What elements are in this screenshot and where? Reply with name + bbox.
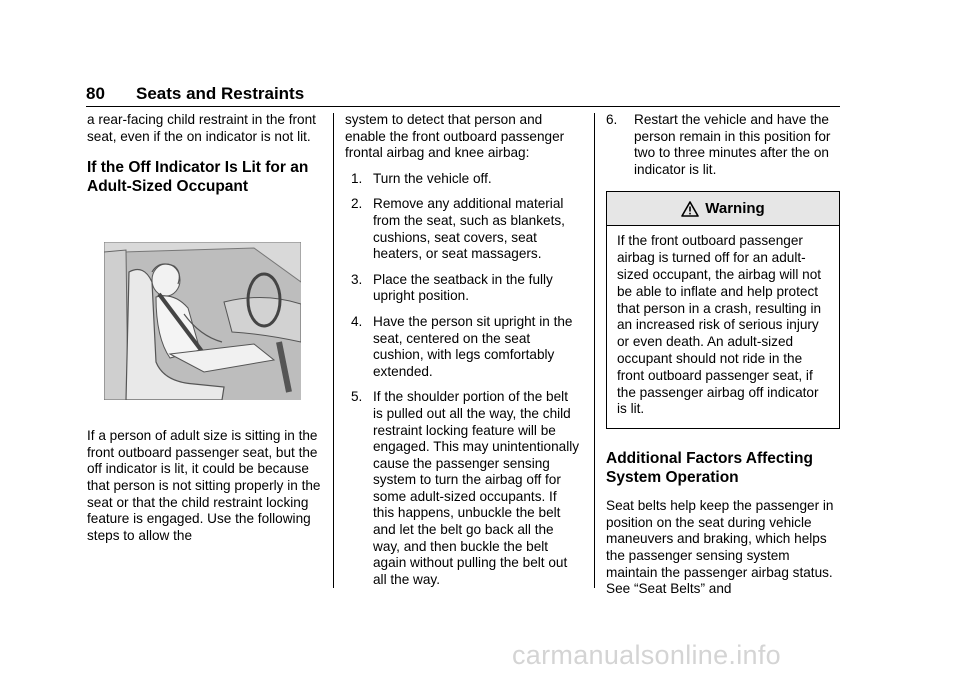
warning-box — [606, 191, 840, 429]
steps-list-continued — [606, 112, 840, 178]
list-item — [345, 272, 581, 305]
step-text: If the shoulder portion of the belt is pulled out all the way, the child restraint locking feature will be engaged. This may unintentionally cause the passenger sensing system to turn the airbag off for some adult-sized occupants. If this happens, unbuckle the belt and let the belt go back all the way, and then buckle the belt again without pulling the belt out all the way. — [373, 389, 580, 587]
page-number: 80 — [86, 84, 105, 103]
column-2 — [345, 112, 581, 588]
step-text: Restart the vehicle and have the person remain in this position for two to three minutes after the on indicator is lit. — [634, 112, 831, 177]
list-item — [606, 112, 840, 178]
warning-title: Warning — [705, 199, 765, 217]
step-number: 3. — [351, 271, 363, 287]
list-item — [345, 314, 581, 380]
warning-triangle-icon — [681, 201, 699, 217]
adult-occupant-seat-illustration — [104, 242, 301, 400]
warning-text: If the front outboard passenger airbag is turned off for an adult-sized occupant, the airbag will not be able to inflate and help protect that person in a crash, resulting in an increased risk of serious injury or even death. An adult-sized occupant should not ride in the front outboard passenger seat, if the passenger airbag off indicator is lit. — [617, 233, 822, 417]
step-text: Have the person sit upright in the seat, centered on the seat cushion, with legs comfortably extended. — [373, 313, 573, 379]
step-text: Place the seatback in the fully upright position. — [373, 271, 553, 304]
section-heading: If the Off Indicator Is Lit for an Adult-Sized Occupant — [87, 159, 309, 196]
column-3 — [606, 112, 840, 598]
step-number: 6. — [606, 112, 618, 127]
body-paragraph: If a person of adult size is sitting in the front outboard passenger seat, but the off indicator is lit, it could be because that person is not sitting properly in the seat or that the child restraint locking feature is engaged. Use the following steps to allow the — [87, 428, 321, 543]
intro-paragraph: a rear-facing child restraint in the front seat, even if the on indicator is not lit. — [87, 112, 316, 144]
step-text: Remove any additional material from the seat, such as blankets, cushions, seat covers, seat heaters, or seat massagers. — [373, 196, 565, 262]
body-paragraph: Seat belts help keep the passenger in position on the seat during vehicle maneuvers and braking, which helps the passenger sensing system maintain the passenger airbag status. See “Seat Belts” and — [606, 498, 834, 597]
step-text: Turn the vehicle off. — [373, 170, 492, 186]
step-number: 5. — [351, 389, 363, 405]
warning-header — [607, 192, 839, 226]
column-1 — [87, 112, 327, 544]
watermark: carmanualsonline.info — [512, 640, 781, 670]
list-item — [345, 171, 581, 188]
page-header — [86, 84, 840, 107]
seat-illustration-icon — [104, 242, 301, 400]
step-number: 4. — [351, 313, 363, 329]
list-item — [345, 389, 581, 588]
steps-list — [345, 171, 581, 589]
list-item — [345, 196, 581, 262]
intro-paragraph: system to detect that person and enable the front outboard passenger frontal airbag and knee airbag: — [345, 112, 565, 161]
section-title: Seats and Restraints — [136, 84, 305, 103]
step-number: 2. — [351, 196, 363, 212]
section-heading: Additional Factors Affecting System Operation — [606, 450, 813, 487]
column-divider — [594, 113, 595, 588]
step-number: 1. — [351, 170, 363, 186]
column-divider — [333, 113, 334, 588]
